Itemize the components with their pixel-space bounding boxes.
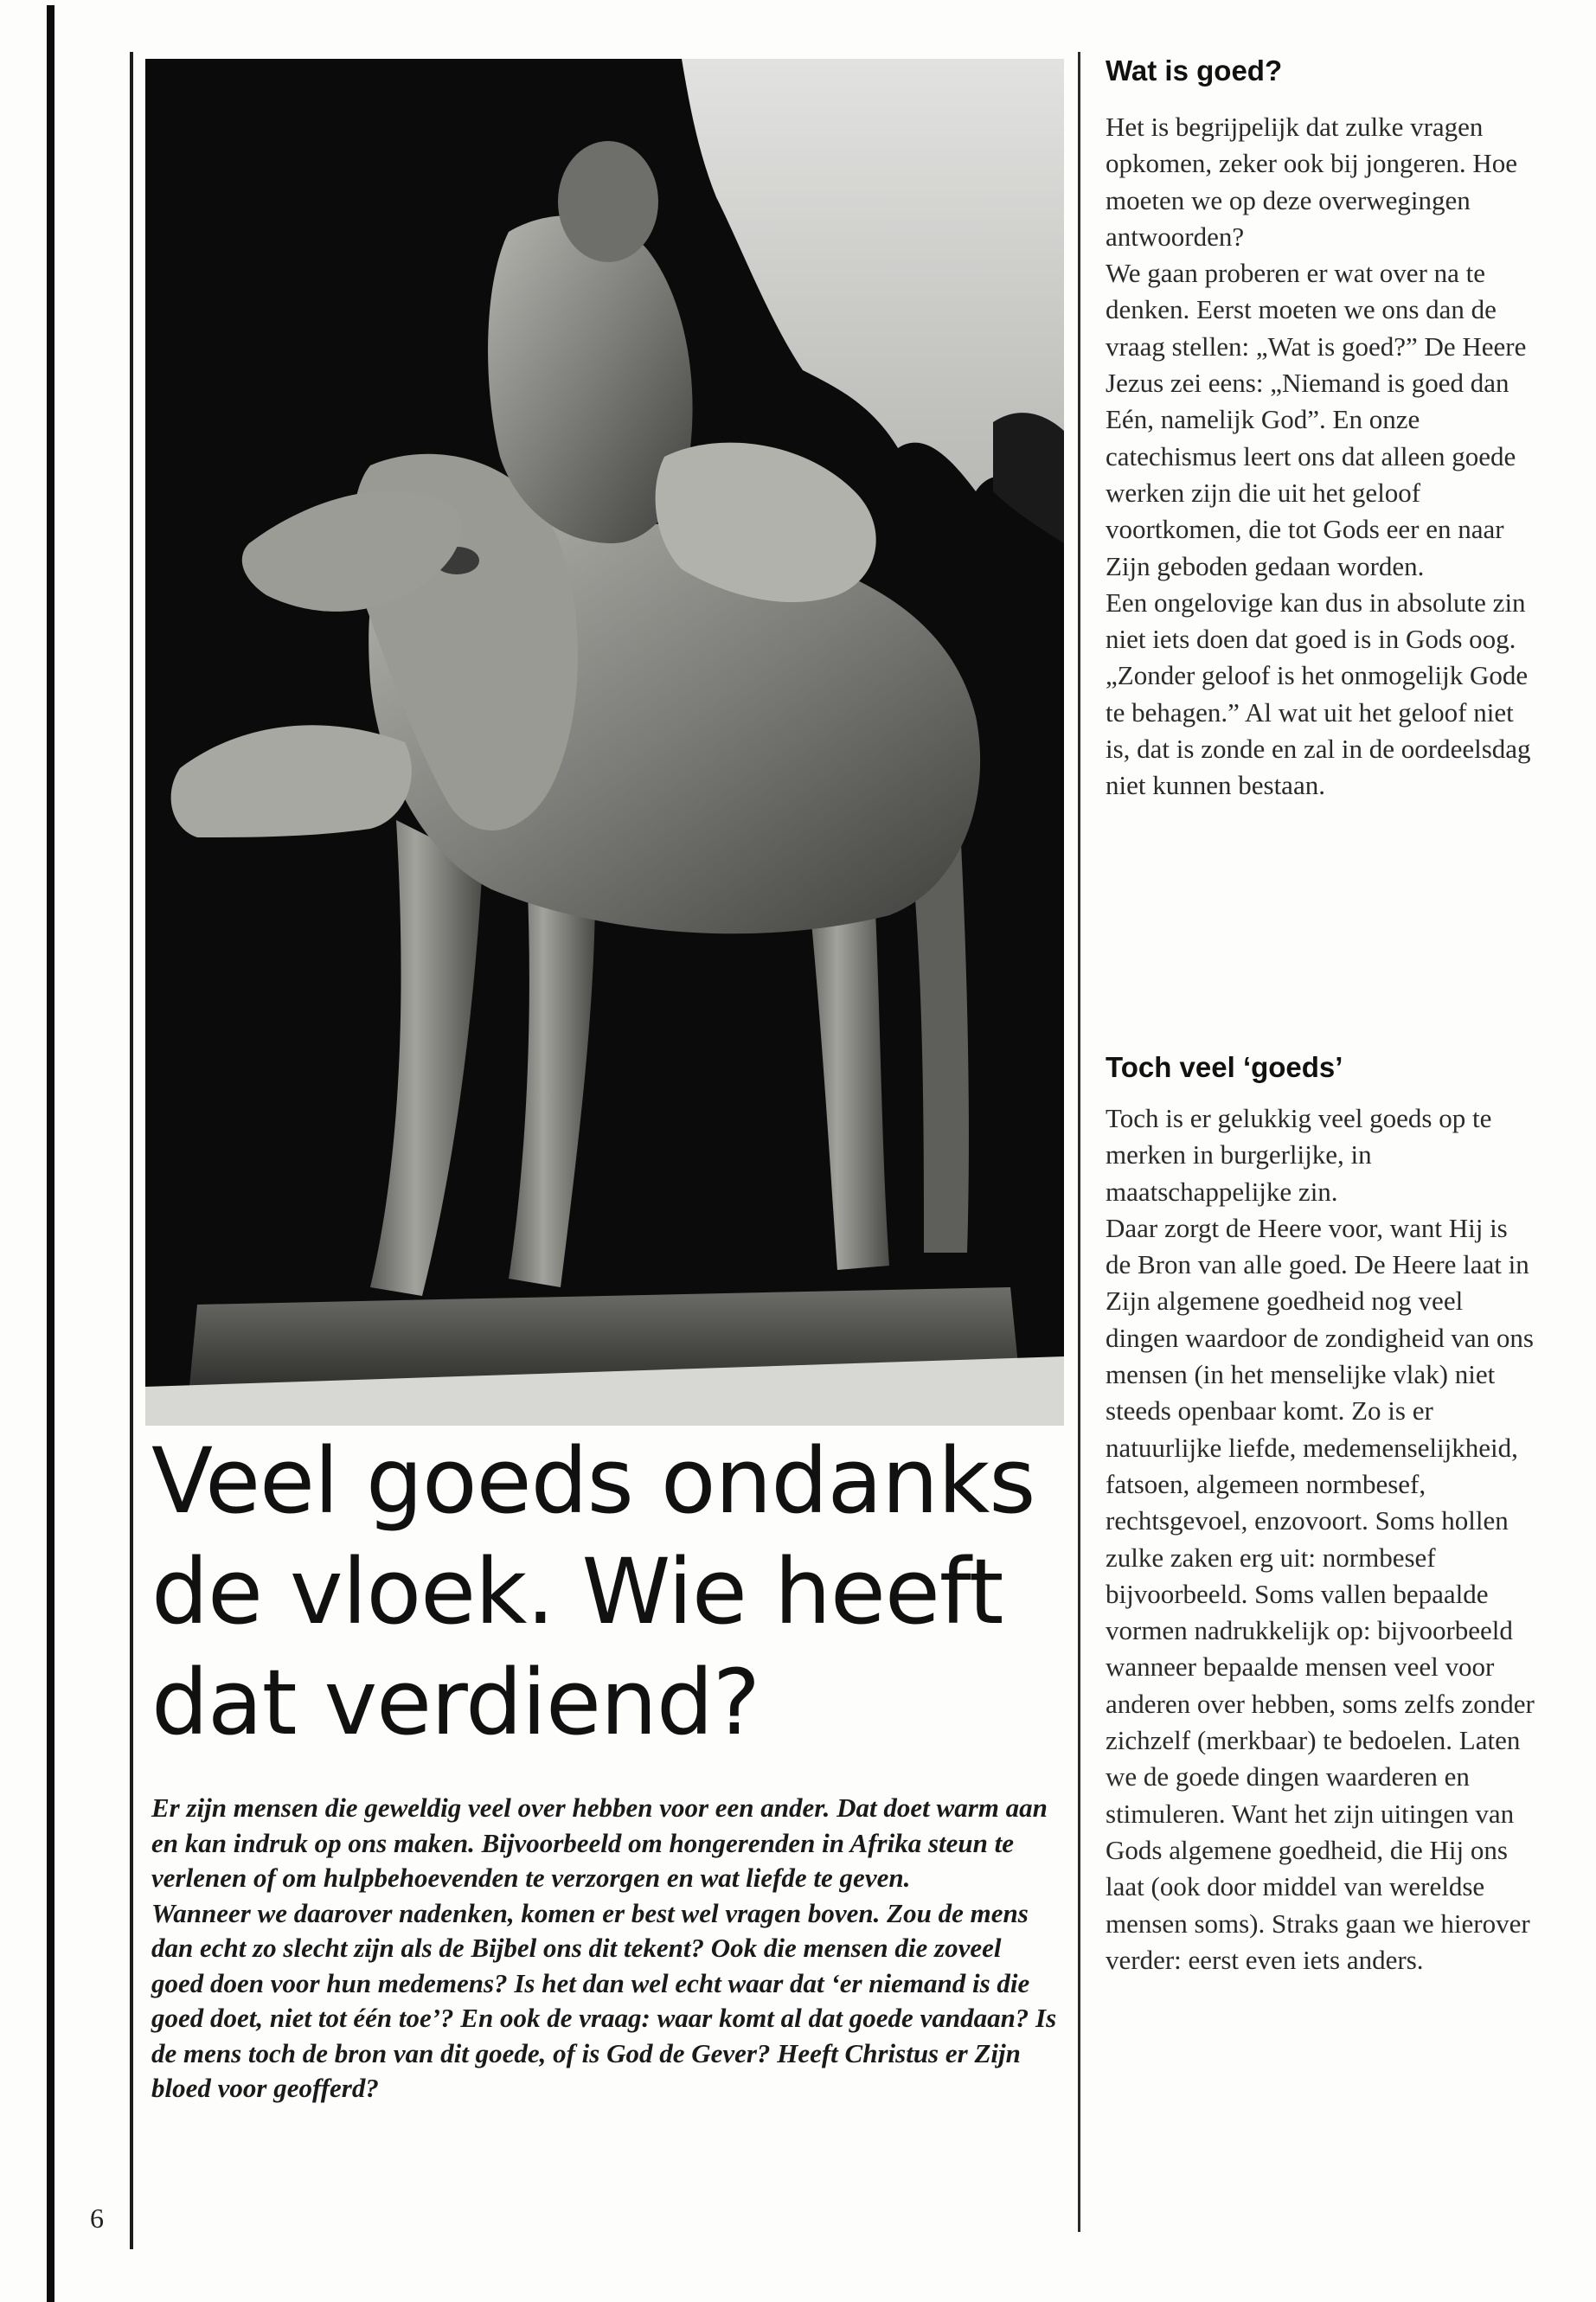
section-body-wat-is-goed: [1106, 109, 1538, 805]
section-heading-wat-is-goed: Wat is goed?: [1106, 55, 1283, 87]
intro-paragraph: Er zijn mensen die geweldig veel over hebben voor een ander. Dat doet warm aan en kan indruk op ons maken. Bijvoorbeeld om hongerenden in Afrika steun te verlenen of om hulpbehoevenden te verzorgen en wat liefde te geven.: [151, 1792, 1048, 1893]
column-rule-right: [1078, 52, 1080, 2232]
body-paragraph: Een ongelovige kan dus in absolute zin niet iets doen dat goed is in Gods oog. „Zonder geloof is het onmogelijk Gode te behagen.” Al wat uit het geloof niet is, dat is zonde en zal in de oordeelsdag niet kunnen bestaan.: [1106, 587, 1531, 801]
article-intro: [151, 1791, 1060, 2106]
column-rule-left: [130, 52, 133, 2249]
statue-photo: [145, 59, 1064, 1426]
body-paragraph: Daar zorgt de Heere voor, want Hij is de Bron van alle goed. De Heere laat in Zijn algemene goedheid nog veel dingen waardoor de zondigheid van ons mensen (in het menselijke vlak) niet steeds openbaar komt. Zo is er natuurlijke liefde, medemenselijkheid, fatsoen, algemeen normbesef, rechtsgevoel, enzovoort. Soms hollen zulke zaken erg uit: normbesef bijvoorbeeld. Soms vallen bepaalde vormen nadrukkelijk op: bijvoorbeeld wanneer bepaalde mensen veel voor anderen over hebben, soms zelfs zonder zichzelf (merkbaar) te bedoelen. Laten we de goede dingen waarderen en stimuleren. Want het zijn uitingen van Gods algemene goedheid, die Hij ons laat (ook door middel van wereldse mensen soms). Straks gaan we hierover verder: eerst even iets anders.: [1106, 1212, 1535, 1975]
statue-rider-head: [558, 141, 658, 262]
page-number: 6: [90, 2203, 104, 2234]
body-paragraph: We gaan proberen er wat over na te denken. Eerst moeten we ons dan de vraag stellen: „Wat is goed?” De Heere Jezus zei eens: „Niemand is goed dan Eén, namelijk God”. En onze catechismus leert ons dat alleen goede werken zijn die uit het geloof voortkomen, die tot Gods eer en naar Zijn geboden gedaan worden.: [1106, 258, 1527, 581]
statue-illustration: [145, 59, 1064, 1426]
margin-rule: [47, 5, 54, 2302]
section-heading-toch-veel-goeds: Toch veel ‘goeds’: [1106, 1051, 1343, 1083]
section-body-toch-veel-goeds: [1106, 1100, 1538, 1978]
body-paragraph: Toch is er gelukkig veel goeds op te merken in burgerlijke, in maatschappelijke zin.: [1106, 1103, 1492, 1207]
article-headline: Veel goeds ondanks de vloek. Wie heeft dat verdiend?: [151, 1428, 1035, 1755]
body-paragraph: Het is begrijpelijk dat zulke vragen opkomen, zeker ook bij jongeren. Hoe moeten we op deze overwegingen antwoorden?: [1106, 112, 1518, 252]
intro-paragraph: Wanneer we daarover nadenken, komen er best wel vragen boven. Zou de mens dan echt zo slecht zijn als de Bijbel ons dit tekent? Ook die mensen die zoveel goed doen voor hun medemens? Is het dan wel echt waar dat ‘er niemand is die goed doet, niet tot één toe’? En ook de vraag: waar komt al dat goede vandaan? Is de mens toch de bron van dit goede, of is God de Gever? Heeft Christus er Zijn bloed voor geofferd?: [151, 1897, 1057, 2103]
